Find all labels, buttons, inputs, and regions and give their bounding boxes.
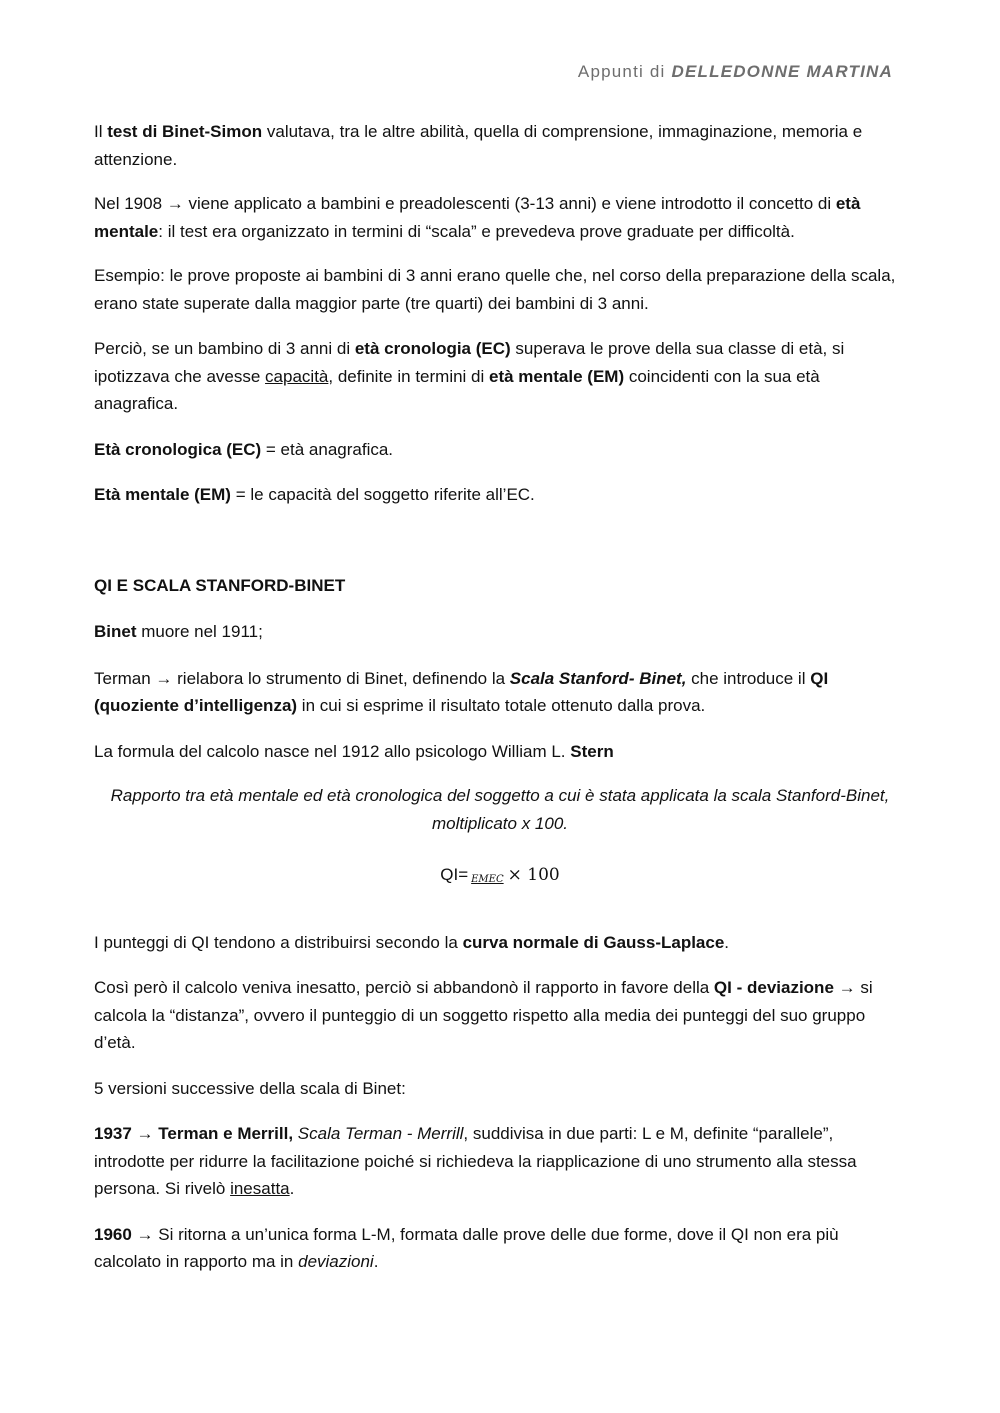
header-author: DELLEDONNE MARTINA — [671, 62, 893, 81]
paragraph-1908: Nel 1908 → viene applicato a bambini e preadolescenti (3-13 anni) e viene introdotto il concetto di età mentale: il test era organizzato in termini di “scala” e prevedeva prove graduate per difficoltà. — [94, 194, 861, 241]
paragraph-gauss: I punteggi di QI tendono a distribuirsi secondo la curva normale di Gauss-Laplace. — [94, 932, 730, 952]
formula-description: Rapporto tra età mentale ed età cronologica del soggetto a cui è stata applicata la scala Stanford-Binet, moltiplicato x 100. — [110, 786, 890, 833]
paragraph-stern: La formula del calcolo nasce nel 1912 allo psicologo William L. Stern — [94, 741, 614, 761]
paragraph-1937: 1937 → Terman e Merrill, Scala Terman - Merrill, suddivisa in due parti: L e M, definite “parallele”, introdotte per ridurre la facilitazione poiché si richiedeva la riapplicazione di uno strumento alla stessa persona. Si rivelò inesatta. — [94, 1124, 857, 1198]
paragraph-esempio: Esempio: le prove proposte ai bambini di 3 anni erano quelle che, nel corso della preparazione della scala, erano state superate dalla maggior parte (tre quarti) dei bambini di 3 anni. — [94, 266, 896, 313]
paragraph-1960: 1960 → Si ritorna a un’unica forma L-M, formata dalle prove delle due forme, dove il QI non era più calcolato in rapporto ma in deviazioni. — [94, 1224, 839, 1271]
definition-eta-mentale: Età mentale (EM) = le capacità del soggetto riferite all’EC. — [94, 485, 535, 504]
paragraph-binet-simon: Il test di Binet-Simon valutava, tra le altre abilità, quella di comprensione, immaginazione, memoria e attenzione. — [94, 122, 863, 169]
paragraph-terman: Terman → rielabora lo strumento di Binet, definendo la Scala Stanford- Binet, che introduce il QI (quoziente d’intelligenza) in cui si esprime il risultato totale ottenuto dalla prova. — [94, 668, 829, 715]
header-prefix: Appunti di — [577, 62, 666, 81]
definition-eta-cronologica: Età cronologica (EC) = età anagrafica. — [94, 439, 394, 459]
document-body — [94, 118, 906, 1276]
paragraph-binet-muore: Binet muore nel 1911; — [94, 622, 263, 641]
paragraph-percio: Perciò, se un bambino di 3 anni di età cronologia (EC) superava le prove della sua classe di età, si ipotizzava che avesse capacità, definite in termini di età mentale (EM) coincidenti con la sua età anagrafica. — [94, 339, 845, 413]
page-header — [578, 62, 893, 82]
paragraph-versioni: 5 versioni successive della scala di Binet: — [94, 1078, 406, 1098]
section-heading: QI E SCALA STANFORD-BINET — [94, 575, 346, 595]
paragraph-deviazione: Così però il calcolo veniva inesatto, perciò si abbandonò il rapporto in favore della QI - deviazione → si calcola la “distanza”, ovvero il punteggio di un soggetto rispetto alla media dei punteggi del suo gruppo d’età. — [94, 978, 873, 1052]
qi-formula: QI= EMEC × 100 — [440, 865, 560, 885]
